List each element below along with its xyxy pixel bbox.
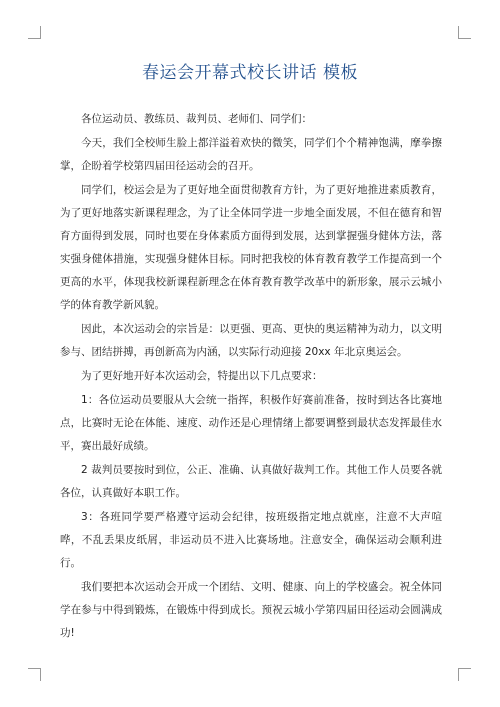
- document-body: [60, 108, 442, 646]
- crop-mark-top-right: [458, 26, 471, 39]
- paragraph-theme: 因此，本次运动会的宗旨是：以更强、更高、更快的奥运精神为动力，以文明参与、团结拼搏，再创新高为内涵，以实际行动迎接 20xx 年北京奥运会。: [60, 323, 442, 358]
- paragraph-opening: 今天，我们全校师生脸上都洋溢着欢快的微笑，同学们个个精神饱满，摩拳擦掌，企盼着学校第四届田径运动会的召开。: [60, 137, 442, 172]
- paragraph-requirements-intro: 为了更好地开好本次运动会，特提出以下几点要求：: [81, 370, 323, 382]
- crop-mark-bottom-right: [458, 668, 471, 681]
- paragraph-requirement-1: 1：各位运动员要服从大会统一指挥，积极作好赛前准备，按时到达各比赛地点，比赛时无论在体能、速度、动作还是心理情绪上都要调整到最状态发挥最佳水平，赛出最好成绩。: [60, 394, 442, 452]
- paragraph-closing: 我们要把本次运动会开成一个团结、文明、健康、向上的学校盛会。祝全体同学在参与中得到锻炼，在锻炼中得到成长。预祝云城小学第四届田径运动会圆满成功!: [60, 581, 442, 639]
- crop-mark-top-left: [28, 26, 41, 39]
- crop-mark-bottom-left: [28, 668, 41, 681]
- document-title: 春运会开幕式校长讲话 模板: [142, 63, 358, 83]
- paragraph-requirement-2: 2 裁判员要按时到位，公正、准确、认真做好裁判工作。其他工作人员要各就各位，认真做好本职工作。: [60, 464, 442, 499]
- paragraph-purpose: 同学们，校运会是为了更好地全面贯彻教育方针，为了更好地推进素质教育，为了更好地落实新课程理念，为了让全体同学进一步地全面发展，不但在德育和智育方面得到发展，同时也要在身体素质方面得到发展，达到掌握强身健体方法，落实强身健体措施，实现强身健体目标。同时把我校的体育教育教学工作提高到一个更高的水平，体现我校新课程新理念在体育教育教学改革中的新形象，展示云城小学的体育教学新风貌。: [60, 184, 442, 311]
- paragraph-requirement-3: 3：各班同学要严格遵守运动会纪律，按班级指定地点就座，注意不大声喧哗，不乱丢果皮纸屑，非运动员不进入比赛场地。注意安全，确保运动会顺利进行。: [60, 511, 442, 569]
- paragraph-salutation: 各位运动员、教练员、裁判员、老师们、同学们：: [81, 113, 312, 125]
